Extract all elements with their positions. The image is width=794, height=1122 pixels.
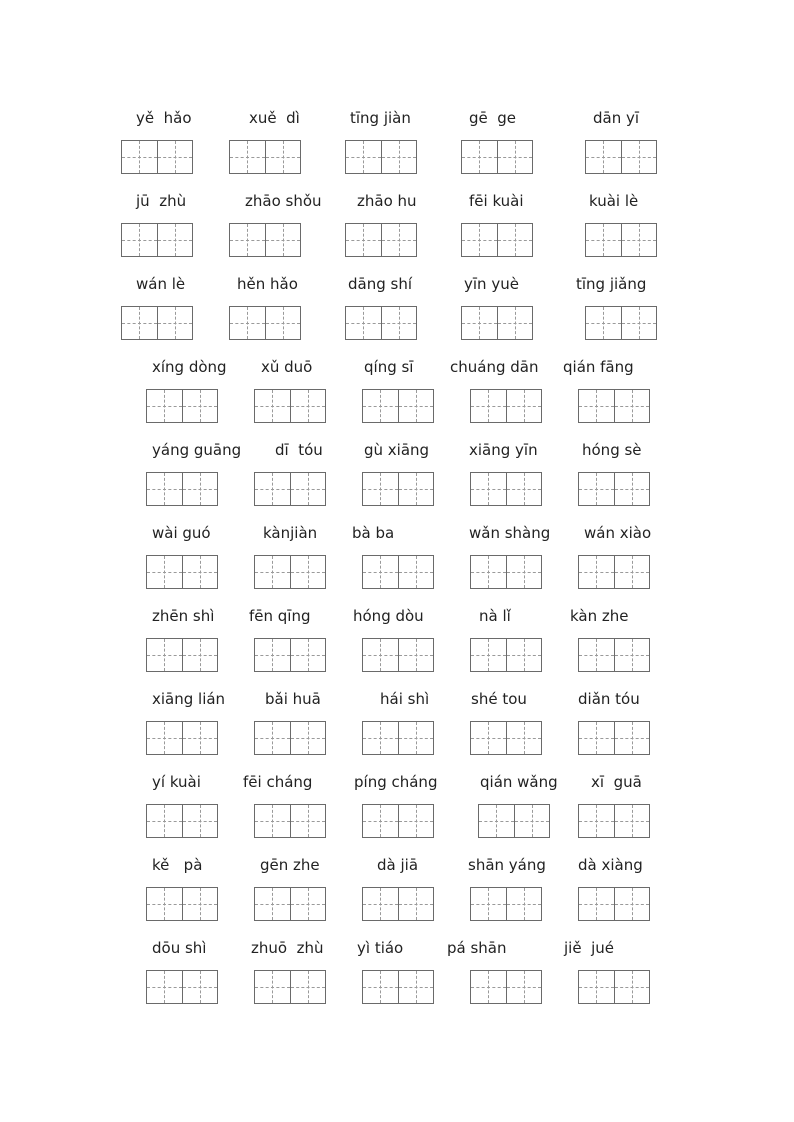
character-square[interactable]	[265, 307, 301, 339]
writing-grid-box[interactable]	[470, 472, 542, 506]
writing-grid-box[interactable]	[146, 555, 218, 589]
character-square[interactable]	[471, 971, 506, 1003]
pinyin-label: qián wǎng	[480, 773, 558, 791]
writing-grid-box[interactable]	[345, 140, 417, 174]
character-square[interactable]	[398, 971, 434, 1003]
writing-grid-box[interactable]	[461, 306, 533, 340]
character-square[interactable]	[147, 473, 182, 505]
writing-grid-box[interactable]	[470, 638, 542, 672]
character-square[interactable]	[398, 805, 434, 837]
writing-grid-box[interactable]	[345, 306, 417, 340]
character-square[interactable]	[471, 639, 506, 671]
pinyin-label: fēn qīng	[249, 607, 311, 625]
character-square[interactable]	[363, 722, 398, 754]
pinyin-label: zhēn shì	[152, 607, 215, 625]
writing-grid-box[interactable]	[362, 721, 434, 755]
character-square[interactable]	[506, 639, 542, 671]
writing-grid-box[interactable]	[345, 223, 417, 257]
writing-grid-box[interactable]	[146, 721, 218, 755]
writing-grid-box[interactable]	[461, 140, 533, 174]
character-square[interactable]	[290, 639, 326, 671]
writing-grid-box[interactable]	[121, 306, 193, 340]
character-square[interactable]	[398, 473, 434, 505]
writing-grid-box[interactable]	[362, 970, 434, 1004]
character-square[interactable]	[497, 224, 533, 256]
writing-grid-box[interactable]	[229, 306, 301, 340]
character-square[interactable]	[147, 556, 182, 588]
character-square[interactable]	[157, 141, 193, 173]
character-square[interactable]	[579, 639, 614, 671]
character-square[interactable]	[147, 805, 182, 837]
pinyin-label: xiāng lián	[152, 690, 226, 708]
pinyin-label: kànjiàn	[263, 524, 318, 542]
writing-grid-box[interactable]	[478, 804, 550, 838]
character-square[interactable]	[586, 307, 621, 339]
character-square[interactable]	[471, 473, 506, 505]
character-square[interactable]	[586, 141, 621, 173]
pinyin-label: dāng shí	[348, 275, 412, 293]
character-square[interactable]	[255, 473, 290, 505]
character-square[interactable]	[506, 473, 542, 505]
character-square[interactable]	[290, 888, 326, 920]
pinyin-label: gēn zhe	[260, 856, 320, 874]
writing-grid-box[interactable]	[229, 223, 301, 257]
character-square[interactable]	[614, 971, 650, 1003]
character-square[interactable]	[182, 971, 218, 1003]
character-square[interactable]	[255, 556, 290, 588]
character-square[interactable]	[230, 307, 265, 339]
character-square[interactable]	[471, 722, 506, 754]
character-square[interactable]	[157, 307, 193, 339]
pinyin-label: kě pà	[152, 856, 203, 874]
pinyin-label: fēi kuài	[469, 192, 524, 210]
character-square[interactable]	[230, 224, 265, 256]
character-square[interactable]	[290, 971, 326, 1003]
pinyin-label: gù xiāng	[364, 441, 430, 459]
writing-grid-box[interactable]	[470, 970, 542, 1004]
character-square[interactable]	[479, 805, 514, 837]
writing-grid-box[interactable]	[470, 389, 542, 423]
writing-grid-box[interactable]	[585, 306, 657, 340]
pinyin-label: fēi cháng	[243, 773, 313, 791]
pinyin-label: zhāo shǒu	[245, 192, 322, 210]
character-square[interactable]	[346, 224, 381, 256]
character-square[interactable]	[290, 556, 326, 588]
character-square[interactable]	[346, 307, 381, 339]
character-square[interactable]	[290, 722, 326, 754]
character-square[interactable]	[147, 390, 182, 422]
character-square[interactable]	[265, 141, 301, 173]
writing-grid-box[interactable]	[362, 555, 434, 589]
writing-grid-box[interactable]	[254, 472, 326, 506]
writing-grid-box[interactable]	[229, 140, 301, 174]
writing-grid-box[interactable]	[146, 970, 218, 1004]
character-square[interactable]	[506, 888, 542, 920]
character-square[interactable]	[506, 556, 542, 588]
character-square[interactable]	[381, 224, 417, 256]
character-square[interactable]	[147, 971, 182, 1003]
character-square[interactable]	[621, 224, 657, 256]
writing-grid-box[interactable]	[121, 140, 193, 174]
pinyin-label: yīn yuè	[464, 275, 519, 293]
character-square[interactable]	[579, 888, 614, 920]
character-square[interactable]	[579, 556, 614, 588]
writing-grid-box[interactable]	[470, 555, 542, 589]
character-square[interactable]	[471, 888, 506, 920]
character-square[interactable]	[290, 805, 326, 837]
character-square[interactable]	[614, 639, 650, 671]
pinyin-label: yí kuài	[152, 773, 201, 791]
pinyin-label: dī tóu	[275, 441, 323, 459]
character-square[interactable]	[122, 141, 157, 173]
pinyin-label: xī guā	[591, 773, 642, 791]
character-square[interactable]	[398, 888, 434, 920]
pinyin-label: yì tiáo	[357, 939, 404, 957]
pinyin-label: hái shì	[380, 690, 430, 708]
character-square[interactable]	[363, 556, 398, 588]
pinyin-label: chuáng dān	[450, 358, 539, 376]
character-square[interactable]	[462, 224, 497, 256]
character-square[interactable]	[586, 224, 621, 256]
pinyin-label: kàn zhe	[570, 607, 629, 625]
writing-grid-box[interactable]	[254, 721, 326, 755]
character-square[interactable]	[462, 141, 497, 173]
pinyin-label: yě hǎo	[136, 109, 192, 127]
character-square[interactable]	[147, 639, 182, 671]
character-square[interactable]	[514, 805, 550, 837]
character-square[interactable]	[614, 473, 650, 505]
writing-grid-box[interactable]	[578, 472, 650, 506]
character-square[interactable]	[471, 556, 506, 588]
character-square[interactable]	[614, 390, 650, 422]
pinyin-label: wài guó	[152, 524, 211, 542]
pinyin-label: dà jiā	[377, 856, 419, 874]
writing-grid-box[interactable]	[362, 638, 434, 672]
character-square[interactable]	[255, 888, 290, 920]
pinyin-label: bǎi huā	[265, 690, 321, 708]
writing-grid-box[interactable]	[585, 223, 657, 257]
writing-grid-box[interactable]	[254, 970, 326, 1004]
character-square[interactable]	[506, 722, 542, 754]
writing-grid-box[interactable]	[578, 389, 650, 423]
pinyin-label: dān yī	[593, 109, 640, 127]
pinyin-label: kuài lè	[589, 192, 639, 210]
pinyin-label: tīng jiǎng	[576, 275, 647, 293]
pinyin-label: gē ge	[469, 109, 517, 127]
character-square[interactable]	[147, 722, 182, 754]
writing-grid-box[interactable]	[362, 804, 434, 838]
character-square[interactable]	[398, 639, 434, 671]
pinyin-label: bà ba	[352, 524, 395, 542]
writing-grid-box[interactable]	[146, 804, 218, 838]
writing-grid-box[interactable]	[461, 223, 533, 257]
character-square[interactable]	[462, 307, 497, 339]
character-square[interactable]	[506, 390, 542, 422]
pinyin-label: zhuō zhù	[251, 939, 324, 957]
pinyin-label: qián fāng	[563, 358, 634, 376]
character-square[interactable]	[182, 888, 218, 920]
character-square[interactable]	[614, 722, 650, 754]
character-square[interactable]	[398, 556, 434, 588]
character-square[interactable]	[579, 805, 614, 837]
writing-grid-box[interactable]	[585, 140, 657, 174]
pinyin-label: píng cháng	[354, 773, 438, 791]
character-square[interactable]	[363, 971, 398, 1003]
character-square[interactable]	[255, 805, 290, 837]
writing-grid-box[interactable]	[121, 223, 193, 257]
pinyin-label: jiě jué	[564, 939, 615, 957]
pinyin-label: nà lǐ	[479, 607, 511, 625]
writing-grid-box[interactable]	[578, 804, 650, 838]
pinyin-label: diǎn tóu	[578, 690, 640, 708]
pinyin-label: xíng dòng	[152, 358, 227, 376]
writing-grid-box[interactable]	[146, 638, 218, 672]
pinyin-label: hóng sè	[582, 441, 642, 459]
writing-grid-box[interactable]	[470, 721, 542, 755]
character-square[interactable]	[471, 390, 506, 422]
pinyin-label: pá shān	[447, 939, 507, 957]
character-square[interactable]	[381, 141, 417, 173]
character-square[interactable]	[363, 473, 398, 505]
writing-grid-box[interactable]	[362, 472, 434, 506]
pinyin-label: jū zhù	[136, 192, 187, 210]
pinyin-label: xǔ duō	[261, 358, 313, 376]
pinyin-label: wán xiào	[584, 524, 652, 542]
writing-grid-box[interactable]	[254, 887, 326, 921]
writing-grid-box[interactable]	[146, 389, 218, 423]
writing-grid-box[interactable]	[578, 721, 650, 755]
writing-grid-box[interactable]	[146, 472, 218, 506]
character-square[interactable]	[614, 888, 650, 920]
character-square[interactable]	[363, 805, 398, 837]
pinyin-label: xuě dì	[249, 109, 300, 127]
character-square[interactable]	[255, 971, 290, 1003]
pinyin-label: dà xiàng	[578, 856, 643, 874]
character-square[interactable]	[614, 805, 650, 837]
writing-grid-box[interactable]	[578, 887, 650, 921]
writing-grid-box[interactable]	[578, 970, 650, 1004]
character-square[interactable]	[346, 141, 381, 173]
writing-grid-box[interactable]	[254, 804, 326, 838]
pinyin-label: yáng guāng	[152, 441, 242, 459]
character-square[interactable]	[506, 971, 542, 1003]
character-square[interactable]	[147, 888, 182, 920]
writing-grid-box[interactable]	[146, 887, 218, 921]
character-square[interactable]	[255, 639, 290, 671]
character-square[interactable]	[182, 722, 218, 754]
pinyin-label: zhāo hu	[357, 192, 417, 210]
pinyin-label: shé tou	[471, 690, 527, 708]
character-square[interactable]	[497, 307, 533, 339]
character-square[interactable]	[363, 639, 398, 671]
character-square[interactable]	[255, 390, 290, 422]
pinyin-label: hóng dòu	[353, 607, 424, 625]
character-square[interactable]	[290, 390, 326, 422]
character-square[interactable]	[182, 805, 218, 837]
pinyin-label: shān yáng	[468, 856, 546, 874]
writing-grid-box[interactable]	[470, 887, 542, 921]
character-square[interactable]	[363, 390, 398, 422]
pinyin-label: qíng sī	[364, 358, 414, 376]
character-square[interactable]	[182, 556, 218, 588]
character-square[interactable]	[363, 888, 398, 920]
character-square[interactable]	[579, 473, 614, 505]
writing-grid-box[interactable]	[254, 555, 326, 589]
character-square[interactable]	[265, 224, 301, 256]
character-square[interactable]	[621, 141, 657, 173]
writing-grid-box[interactable]	[362, 887, 434, 921]
character-square[interactable]	[579, 971, 614, 1003]
writing-grid-box[interactable]	[362, 389, 434, 423]
character-square[interactable]	[230, 141, 265, 173]
pinyin-label: wán lè	[136, 275, 186, 293]
character-square[interactable]	[122, 224, 157, 256]
pinyin-label: tīng jiàn	[350, 109, 411, 127]
writing-grid-box[interactable]	[578, 555, 650, 589]
character-square[interactable]	[290, 473, 326, 505]
character-square[interactable]	[621, 307, 657, 339]
character-square[interactable]	[255, 722, 290, 754]
character-square[interactable]	[122, 307, 157, 339]
character-square[interactable]	[398, 722, 434, 754]
pinyin-label: xiāng yīn	[469, 441, 538, 459]
character-square[interactable]	[579, 390, 614, 422]
writing-grid-box[interactable]	[254, 389, 326, 423]
pinyin-label: wǎn shàng	[469, 524, 551, 542]
character-square[interactable]	[182, 473, 218, 505]
character-square[interactable]	[182, 639, 218, 671]
character-square[interactable]	[381, 307, 417, 339]
character-square[interactable]	[614, 556, 650, 588]
pinyin-label: hěn hǎo	[237, 275, 298, 293]
writing-grid-box[interactable]	[254, 638, 326, 672]
writing-grid-box[interactable]	[578, 638, 650, 672]
character-square[interactable]	[182, 390, 218, 422]
character-square[interactable]	[579, 722, 614, 754]
character-square[interactable]	[398, 390, 434, 422]
character-square[interactable]	[157, 224, 193, 256]
pinyin-label: dōu shì	[152, 939, 207, 957]
character-square[interactable]	[497, 141, 533, 173]
